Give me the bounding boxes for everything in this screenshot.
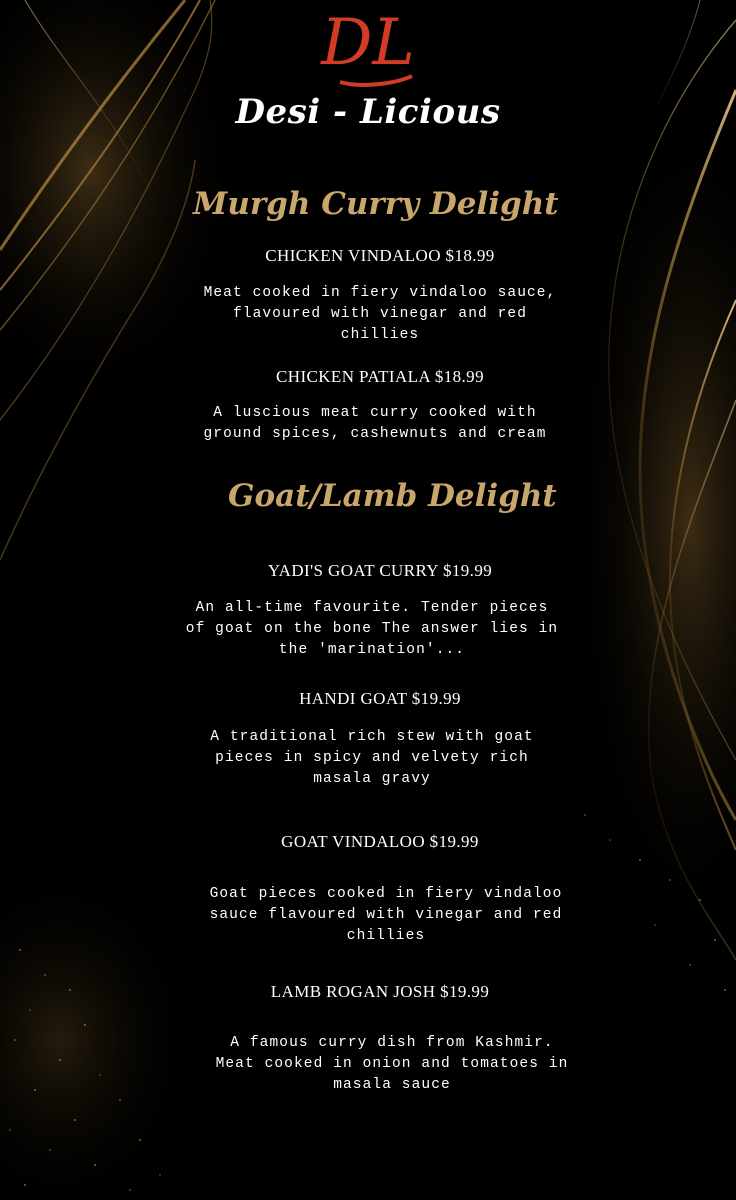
menu-item-description bbox=[166, 884, 606, 947]
brand-name: Desi - Licious bbox=[235, 92, 501, 132]
menu-item-description bbox=[155, 403, 595, 445]
description-line: A famous curry dish from Kashmir. bbox=[230, 1035, 554, 1051]
description-line: masala gravy bbox=[313, 771, 431, 787]
description-line: A traditional rich stew with goat bbox=[210, 729, 534, 745]
menu-item-yadis-goat-curry: YADI'S GOAT CURRY $19.99 bbox=[267, 561, 493, 580]
description-line: Meat cooked in onion and tomatoes in bbox=[215, 1056, 569, 1072]
menu-item-lamb-rogan-josh: LAMB ROGAN JOSH $19.99 bbox=[270, 982, 490, 1001]
description-line: sauce flavoured with vinegar and red bbox=[209, 907, 563, 923]
menu-item-chicken-patiala: CHICKEN PATIALA $18.99 bbox=[276, 367, 484, 386]
section-title-goat-lamb: Goat/Lamb Delight bbox=[228, 478, 557, 514]
description-line: flavoured with vinegar and red bbox=[232, 306, 528, 322]
description-line: pieces in spicy and velvety rich bbox=[215, 750, 529, 766]
section-title-murgh-curry: Murgh Curry Delight bbox=[193, 186, 559, 222]
description-line: Goat pieces cooked in fiery vindaloo bbox=[209, 886, 563, 902]
description-line: ground spices, cashewnuts and cream bbox=[203, 426, 547, 442]
menu-item-goat-vindaloo: GOAT VINDALOO $19.99 bbox=[281, 832, 479, 851]
description-line: A luscious meat curry cooked with bbox=[213, 405, 537, 421]
description-line: chillies bbox=[346, 928, 426, 944]
desi-licious-logo bbox=[300, 2, 436, 92]
description-line: chillies bbox=[340, 327, 420, 343]
description-line: of goat on the bone The answer lies in bbox=[185, 621, 559, 637]
description-line: An all-time favourite. Tender pieces bbox=[195, 600, 549, 616]
menu-item-description bbox=[160, 283, 600, 346]
menu-item-chicken-vindaloo: CHICKEN VINDALOO $18.99 bbox=[265, 246, 495, 265]
logo-monogram: DL bbox=[321, 6, 415, 80]
menu-item-description bbox=[150, 598, 594, 661]
menu-item-description bbox=[152, 727, 592, 790]
description-line: Meat cooked in fiery vindaloo sauce, bbox=[203, 285, 557, 301]
menu-item-description bbox=[172, 1033, 612, 1096]
description-line: masala sauce bbox=[333, 1077, 451, 1093]
menu-item-handi-goat: HANDI GOAT $19.99 bbox=[299, 689, 461, 708]
description-line: the 'marination'... bbox=[278, 642, 466, 658]
